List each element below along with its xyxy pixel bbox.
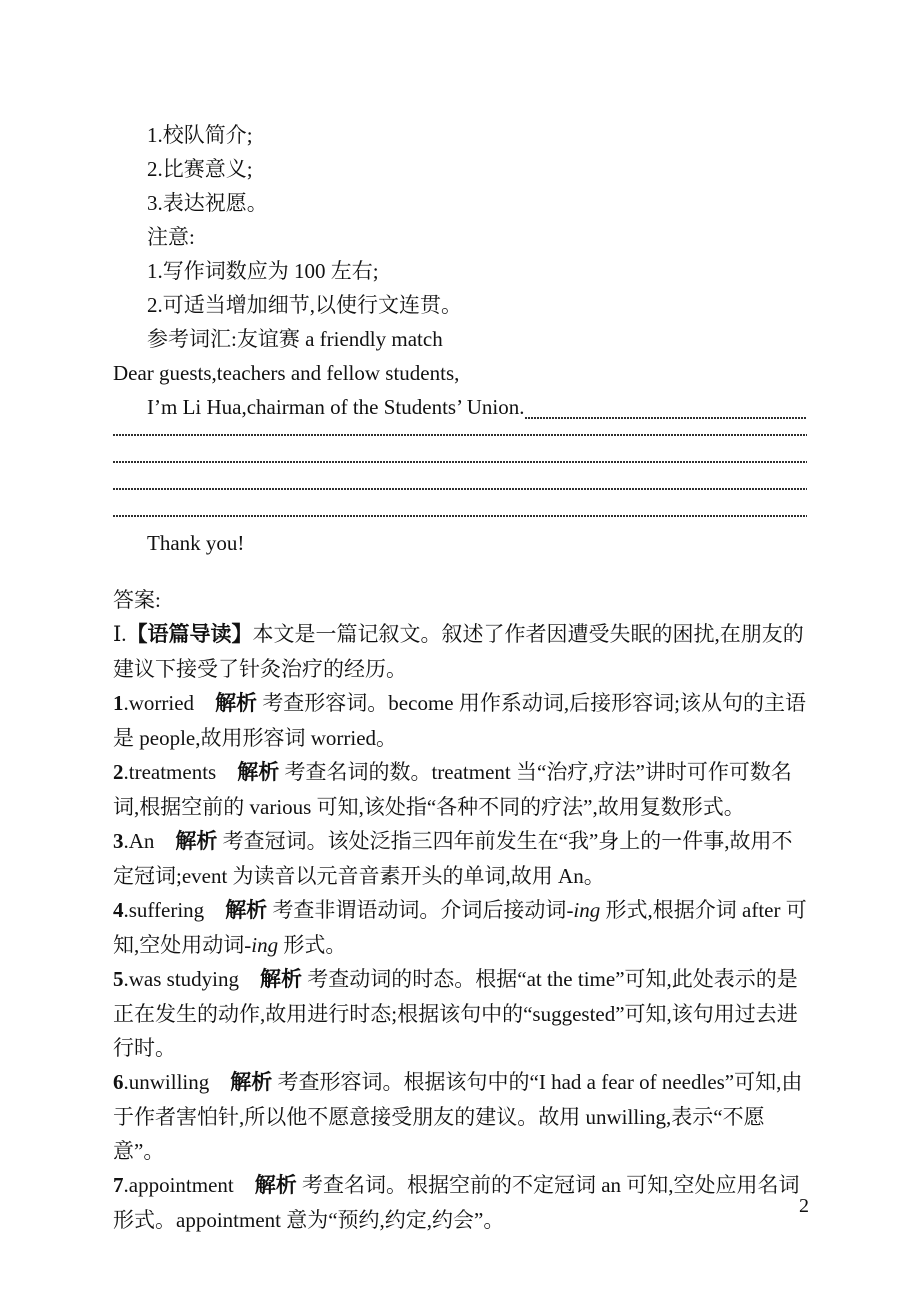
text-run: 4 [113, 898, 124, 922]
answer-1 [113, 686, 807, 755]
text-run: 考查冠词。该处泛指三四年前发生在“我”身上的一件事,故用不定冠词;event 为读音以元音音素开头的单词,故用 An。 [113, 829, 793, 888]
reference-words [113, 322, 807, 356]
text-run: 1 [113, 691, 124, 715]
text-run: 考查名词。根据空前的不定冠词 an 可知,空处应用名词形式。appointment 意为“预约,约定,约会”。 [113, 1173, 800, 1232]
text-run: .treatments [123, 760, 238, 784]
page-number: 2 [799, 1195, 809, 1217]
section-gap [113, 560, 807, 583]
text-run: .An [123, 829, 176, 853]
text-run: 考查动词的时态。根据“at the time”可知,此处表示的是正在发生的动作,故用进行时态;根据该句中的“suggested”可知,该句用过去进行时。 [113, 967, 798, 1060]
text-run: 3.表达祝愿。 [147, 191, 268, 215]
paragraph-text [113, 390, 525, 424]
text-run: 形式,根据介词 after 可知,空处用动词 [113, 898, 807, 957]
writing-line-2 [113, 436, 807, 463]
text-run: 2.比赛意义; [147, 157, 253, 181]
text-run: Thank you! [147, 531, 245, 555]
answer-3 [113, 824, 807, 893]
prompt-point-3 [113, 186, 807, 220]
text-run: 解析 [254, 1174, 297, 1197]
text-run: 参考词汇:友谊赛 a friendly match [147, 327, 443, 351]
text-run: 7 [113, 1173, 124, 1197]
text-run: 5 [113, 967, 124, 991]
text-run: .appointment [123, 1173, 255, 1197]
text-run: .suffering [123, 898, 226, 922]
text-run: 考查形容词。become 用作系动词,后接形容词;该从句的主语是 people,故用形容词 worried。 [113, 691, 806, 750]
letter-closing [113, 526, 807, 560]
text-run: 注意: [147, 225, 195, 249]
text-run: -ing [244, 933, 279, 957]
answers-heading [113, 583, 807, 617]
text-run: 考查非谓语动词。介词后接动词 [267, 898, 567, 922]
notes-heading [113, 220, 807, 254]
text-run: 3 [113, 829, 124, 853]
answer-5 [113, 962, 807, 1065]
answer-2 [113, 755, 807, 824]
text-run: 解析 [260, 968, 302, 991]
answer-4 [113, 893, 807, 962]
prompt-point-1 [113, 118, 807, 152]
text-run: 2.可适当增加细节,以使行文连贯。 [147, 293, 462, 317]
text-run: I’m Li Hua,chairman of the Students’ Union. [147, 395, 525, 419]
text-run: 解析 [237, 761, 280, 784]
note-1 [113, 254, 807, 288]
text-run: 解析 [175, 830, 218, 853]
answer-7 [113, 1168, 807, 1237]
text-run: 1.写作词数应为 100 左右; [147, 259, 379, 283]
text-run: .unwilling [123, 1070, 231, 1094]
text-run: 2 [113, 760, 124, 784]
text-run: .was studying [123, 967, 260, 991]
prompt-point-2 [113, 152, 807, 186]
note-2 [113, 288, 807, 322]
text-run: 形式。 [278, 933, 347, 957]
text-run: Ⅰ. [113, 622, 127, 646]
letter-opening [113, 390, 807, 424]
salutation [113, 356, 807, 390]
text-run: 解析 [230, 1071, 273, 1094]
passage-guide [113, 617, 807, 686]
writing-line-1 [113, 424, 807, 436]
writing-line-inline [525, 390, 807, 424]
text-run: 1.校队简介; [147, 123, 253, 147]
text-run: .worried [123, 691, 216, 715]
text-run: Dear guests,teachers and fellow students, [113, 361, 460, 385]
text-run: 答案: [113, 588, 161, 612]
text-run: 【语篇导读】 [126, 623, 253, 646]
answer-6 [113, 1065, 807, 1168]
document-content [113, 118, 807, 1237]
text-run: 本文是一篇记叙文。叙述了作者因遭受失眠的困扰,在朋友的建议下接受了针灸治疗的经历。 [113, 622, 804, 681]
text-run: 解析 [215, 692, 258, 715]
text-run: 6 [113, 1070, 124, 1094]
text-run: -ing [566, 898, 601, 922]
text-run: 解析 [225, 899, 268, 922]
writing-line-3 [113, 463, 807, 490]
text-run: 考查名词的数。treatment 当“治疗,疗法”讲时可作可数名词,根据空前的 various 可知,该处指“各种不同的疗法”,故用复数形式。 [113, 760, 792, 819]
writing-line-4 [113, 490, 807, 517]
text-run: 考查形容词。根据该句中的“I had a fear of needles”可知,由于作者害怕针,所以他不愿意接受朋友的建议。故用 unwilling,表示“不愿意”。 [113, 1070, 803, 1163]
